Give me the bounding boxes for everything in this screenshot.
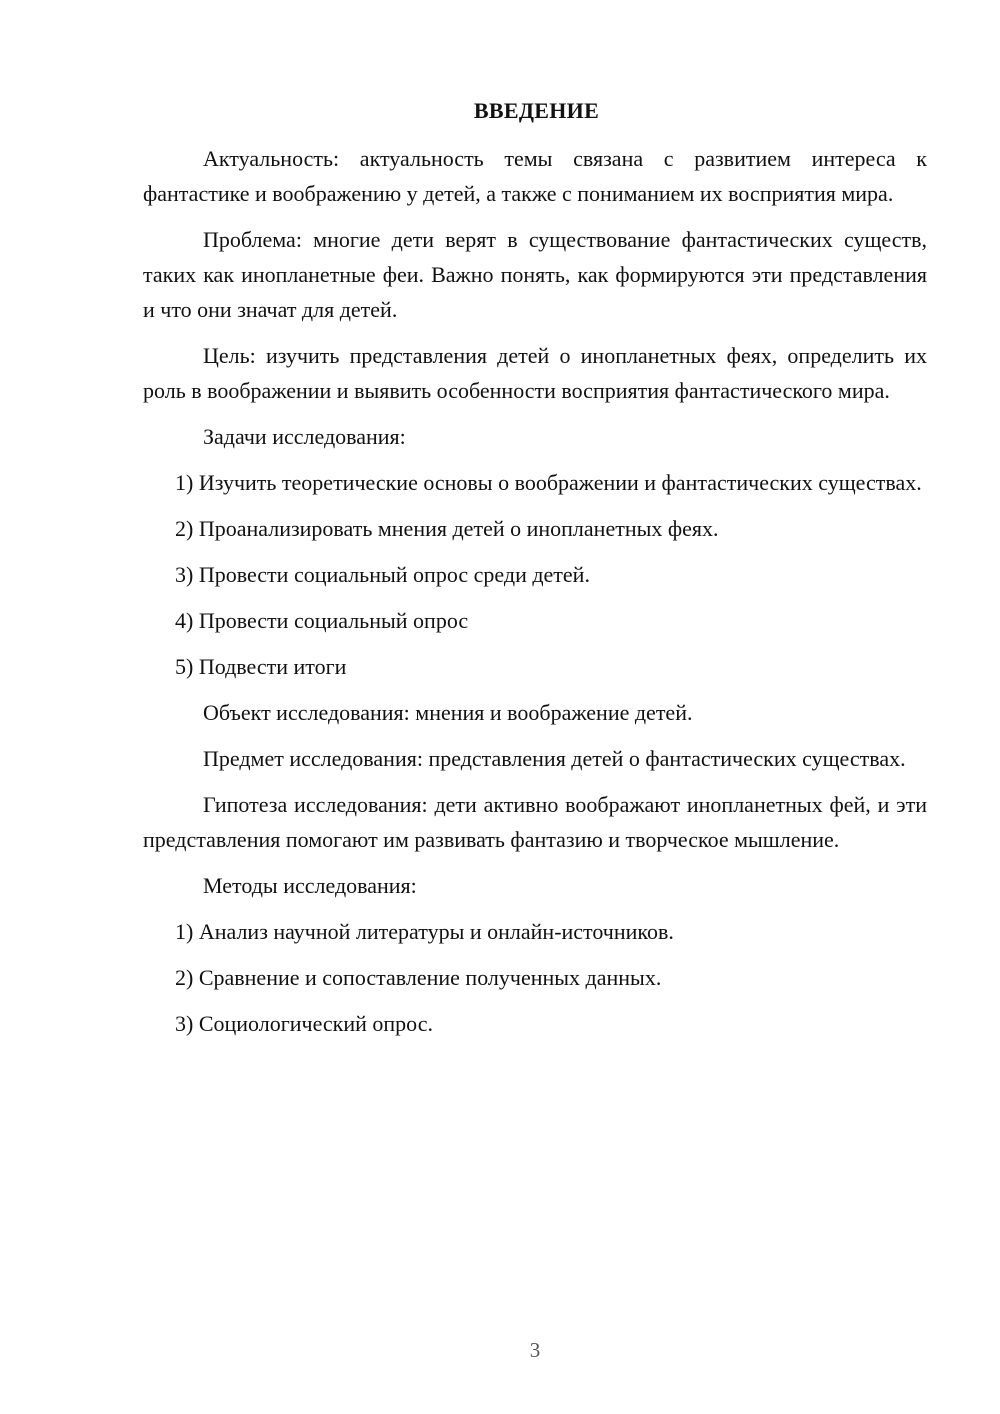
list-item: 2) Проанализировать мнения детей о инопланетных феях. (175, 516, 719, 541)
list-item: 1) Анализ научной литературы и онлайн-источников. (175, 919, 674, 944)
list-item: 3) Провести социальный опрос среди детей. (175, 562, 590, 587)
list-item: 5) Подвести итоги (175, 654, 347, 679)
document-body (143, 141, 927, 1041)
list-item: 4) Провести социальный опрос (175, 608, 469, 633)
tasks-title: Задачи исследования: (203, 424, 406, 449)
tasks-list (143, 465, 927, 684)
object-paragraph: Объект исследования: мнения и воображение детей. (203, 700, 693, 725)
subject-paragraph: Предмет исследования: представления детей о фантастических существах. (203, 746, 906, 771)
goal-paragraph: Цель: изучить представления детей о инопланетных феях, определить их роль в воображении и выявить особенности восприятия фантастического мира. (143, 343, 927, 403)
hypothesis-paragraph: Гипотеза исследования: дети активно воображают инопланетных фей, и эти представления помогают им развивать фантазию и творческое мышление. (143, 792, 927, 852)
list-item: 2) Сравнение и сопоставление полученных данных. (175, 965, 662, 990)
list-item: 3) Социологический опрос. (175, 1011, 433, 1036)
methods-title: Методы исследования: (203, 873, 417, 898)
list-item: 1) Изучить теоретические основы о воображении и фантастических существах. (175, 470, 922, 495)
relevance-paragraph: Актуальность: актуальность темы связана с развитием интереса к фантастике и воображению у детей, а также с пониманием их восприятия мира. (143, 146, 927, 206)
methods-list (143, 914, 927, 1041)
section-heading: ВВЕДЕНИЕ (473, 98, 600, 123)
page-number: 3 (529, 1338, 541, 1362)
problem-paragraph: Проблема: многие дети верят в существование фантастических существ, таких как инопланетные феи. Важно понять, как формируются эти представления и что они значат для детей. (143, 227, 927, 322)
